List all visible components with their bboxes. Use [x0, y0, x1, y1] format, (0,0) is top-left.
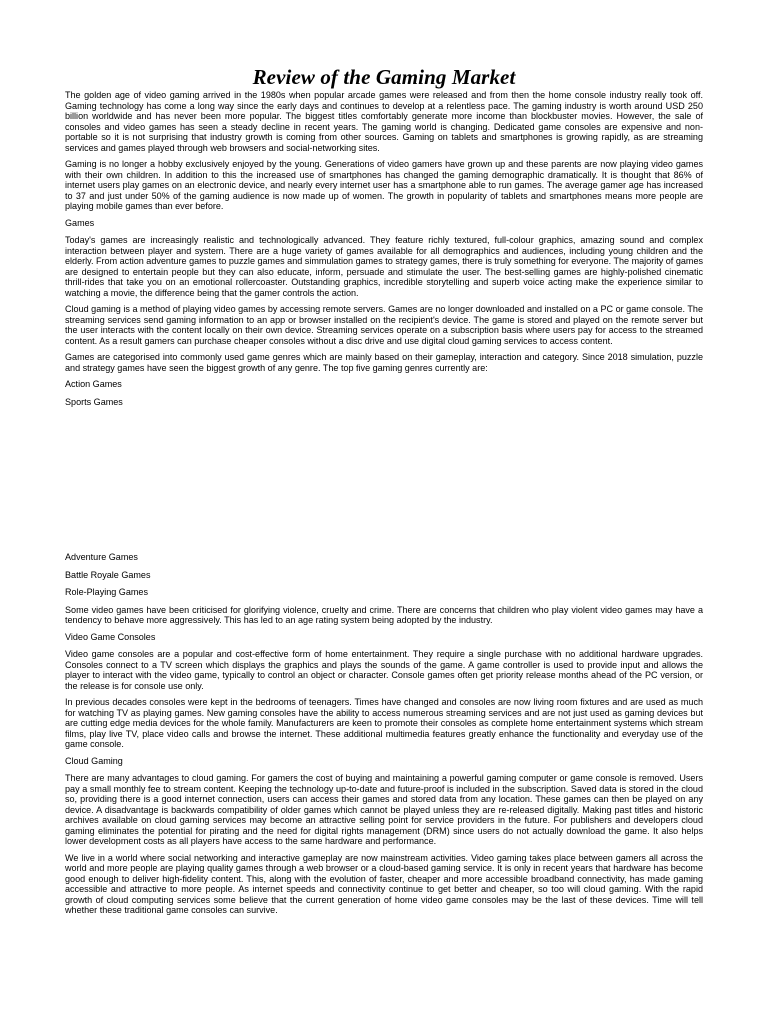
document-page	[65, 64, 703, 922]
genre-item: Sports Games	[65, 396, 123, 407]
genre-item: Action Games	[65, 379, 122, 389]
paragraph-games-3: Games are categorised into commonly used game genres which are mainly based on their gameplay, interaction and category. Since 2018 simulation, puzzle and strategy games have seen the biggest growth of any genre. The top five gaming genres currently are:	[65, 352, 703, 373]
paragraph-intro-1: The golden age of video gaming arrived in the 1980s when popular arcade games were released and from then the home console industry really took off. Gaming technology has come a long way since the early days and continues to develop at a relentless pace. The gaming industry is worth around USD 250 billion worldwide and has never been more popular. The biggest titles comfortably generate more income than blockbuster movies. However, the sale of consoles and video games has seen a steady decline in recent years. The gaming world is changing. Dedicated game consoles are expensive and non-portable so it is not surprising that industry growth is coming from other sources. Gaming on tablets and smartphones is growing rapidly, as are streaming services and games played through web browsers and social-networking sites.	[65, 90, 703, 153]
paragraph-games-2: Cloud gaming is a method of playing video games by accessing remote servers. Games are no longer downloaded and installed on a PC or game console. The streaming services send gaming information to an app or browser installed on the recipient's device. The game is stored and played on the remote server but the user interacts with the content locally on their own device. Streaming services operate on a subscription basis where users pay for access to the streamed content. As a result gamers can purchase cheaper consoles without a disc drive and use digital cloud gaming services to access content.	[65, 304, 703, 346]
document-title: Review of the Gaming Market	[252, 65, 516, 89]
paragraph-violence: Some video games have been criticised for glorifying violence, cruelty and crime. There are concerns that children who play violent video games may have a tendency to behave more aggressively. This has led to an age rating system being adopted by the industry.	[65, 604, 703, 625]
section-heading-consoles: Video Game Consoles	[65, 631, 156, 642]
paragraph-cloud-2: We live in a world where social networking and interactive gameplay are now mainstream activities. Video gaming takes place between gamers all across the world and more people are playing quality games through a web browser or a cloud-based gaming service. It is only in recent years that hardware has become good enough to deliver high-fidelity content. This, along with the evolution of faster, cheaper and more accessible broadband connectivity, has made gaming accessible and attractive to more people. As internet speeds and connectivity continue to get better and cheaper, so too will cloud gaming. With the rapid growth of cloud computing services some believe that the current generation of home video game consoles may be the last of these devices. Time will tell whether these traditional game consoles can survive.	[65, 852, 703, 915]
paragraph-cloud-1: There are many advantages to cloud gaming. For gamers the cost of buying and maintaining a powerful gaming computer or game console is removed. Users pay a small monthly fee to stream content. Keeping the technology up-to-date and future-proof is included in the subscription. Saved data is stored in the cloud so, providing there is a good internet connection, users can access their games and stored data from any location. These games can then be played on any device. A disadvantage is backwards compatibility of older games which cannot be played unless they are re-released digitally. Making past titles and historic archives available on cloud gaming services may become an attractive selling point for service providers in the future. For publishers and developers cloud gaming eliminates the potential for pirating and the need for digital rights management (DRM) since users do not actually download the game. It also helps lower development costs as all players have access to the same hardware and performance.	[65, 773, 703, 846]
genre-item: Adventure Games	[65, 552, 138, 562]
section-heading-games: Games	[65, 217, 95, 228]
paragraph-intro-2: Gaming is no longer a hobby exclusively enjoyed by the young. Generations of video gamers have grown up and these parents are now playing video games with their own children. In addition to this the increased use of smartphones has changed the gaming demographic dramatically. It is thought that 86% of internet users play games on an electronic device, and nearly every internet user has a smartphone able to run games. The average gamer age has increased to 37 and just under 50% of the gaming audience is now made up of women. The growth in popularity of tablets and smartphones means more people are playing mobile games than ever before.	[65, 159, 703, 211]
blank-space	[65, 414, 703, 552]
paragraph-consoles-1: Video game consoles are a popular and cost-effective form of home entertainment. They require a single purchase with no additional hardware upgrades. Consoles connect to a TV screen which displays the graphics and plays the sounds of the game. A game controller is used to provide input and allows the player to interact with the video game, typically to control an object or character. Console games often get priority release months ahead of the PC version, or the release is for console use only.	[65, 649, 703, 691]
paragraph-games-1: Today's games are increasingly realistic and technologically advanced. They feature richly textured, full-colour graphics, amazing sound and complex interaction between player and system. There are a huge variety of games available for all demographics and audiences, including young children and the elderly. From action adventure games to puzzle games and simmulation games to strategy games, there is truly something for everyone. The majority of games are designed to entertain people but they can also educate, inform, persuade and stimulate the user. The best-selling games are highly-polished cinematic thrill-rides that take you on an emotional rollercoaster. Outstanding graphics, incredible storytelling and superb voice acting make the experience similar to watching a movie, the difference being that the gamer controls the action.	[65, 235, 703, 298]
paragraph-consoles-2: In previous decades consoles were kept in the bedrooms of teenagers. Times have changed and consoles are now living room fixtures and are used as much for watching TV as playing games. New gaming consoles have the ability to access numerous streaming services and are not just used as gaming devices but are cutting edge media devices for the whole family. Manufacturers are keen to promote their consoles as complete home entertainment systems which stream films, play live TV, place video calls and browse the internet. These additional multimedia features greatly enhance the functionality and everyday use of the game console.	[65, 697, 703, 749]
genre-item: Role-Playing Games	[65, 587, 148, 597]
section-heading-cloud-gaming: Cloud Gaming	[65, 755, 123, 766]
genre-item: Battle Royale Games	[65, 569, 151, 580]
